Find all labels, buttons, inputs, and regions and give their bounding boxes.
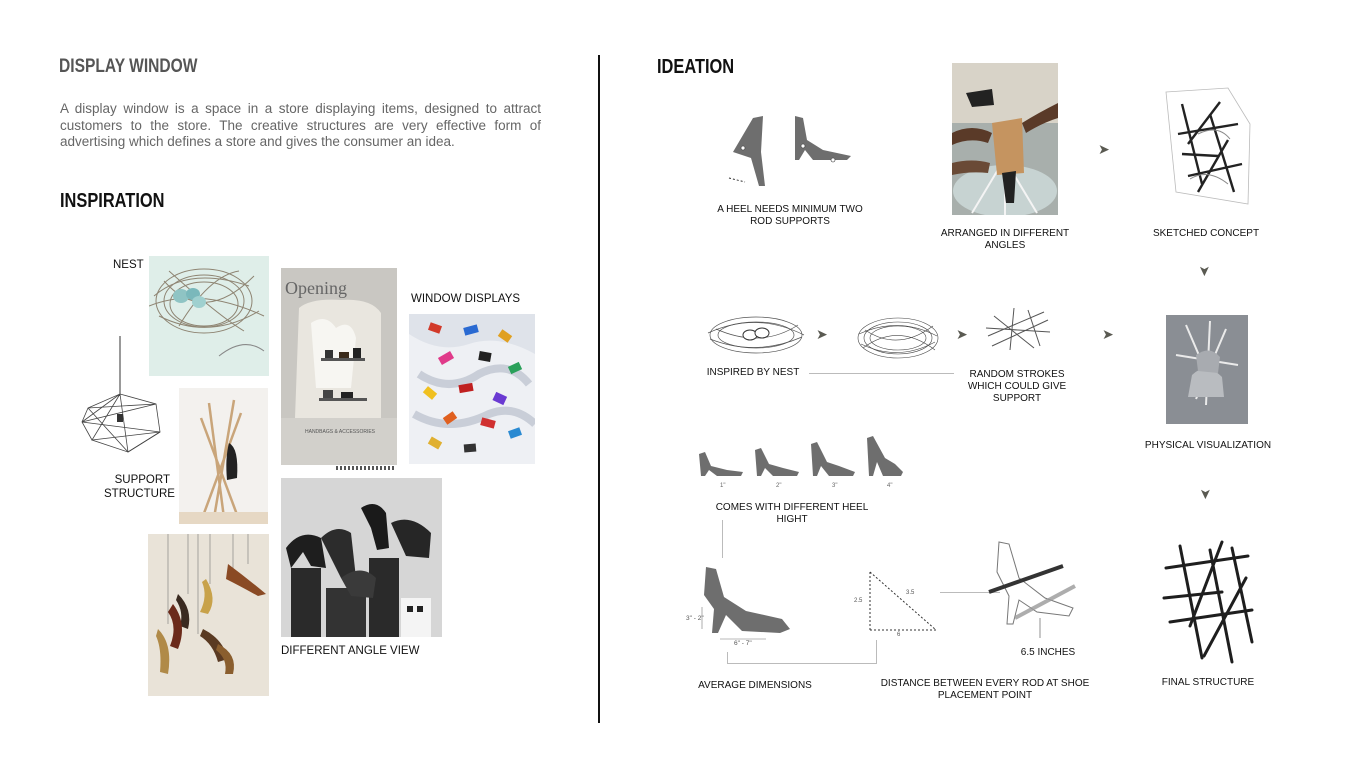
- nest-sketch-1: [706, 309, 806, 359]
- store-window-photo: [281, 268, 397, 465]
- connector-line: [727, 663, 877, 664]
- distance-caption-line2: PLACEMENT POINT: [937, 690, 1033, 701]
- arrow-right-icon: ➤: [1098, 141, 1110, 157]
- arranged-caption-line2: ANGLES: [984, 240, 1026, 251]
- inspiration-title: INSPIRATION: [60, 190, 165, 212]
- arrow-right-icon: ➤: [956, 326, 968, 342]
- heel-mark-3: 3": [832, 483, 838, 489]
- support-label-line1: SUPPORT: [114, 474, 170, 486]
- support-label-line2: STRUCTURE: [104, 488, 175, 500]
- shoe-rods-sketch: [985, 538, 1080, 638]
- coat-rack-photo: [179, 388, 268, 524]
- sketched-concept-caption: SKETCHED CONCEPT: [1152, 228, 1260, 239]
- random-strokes-sketch: [984, 306, 1054, 352]
- connector-line: [809, 373, 954, 374]
- inspired-nest-caption: INSPIRED BY NEST: [706, 367, 800, 378]
- hanging-shoes-photo: [148, 534, 269, 696]
- window-displays-label: WINDOW DISPLAYS: [411, 293, 521, 305]
- arranged-caption-line1: ARRANGED IN DIFFERENT: [940, 228, 1070, 239]
- store-caption: HANDBAGS & ACCESSORIES: [305, 429, 376, 435]
- heel-mark-1: 1": [720, 483, 726, 489]
- display-window-title: DISPLAY WINDOW: [59, 56, 198, 77]
- arrow-right-icon: ➤: [816, 326, 828, 342]
- tri-left-label: 2.5: [854, 598, 863, 604]
- arranged-caption: [925, 228, 1085, 252]
- tri-hyp-label: 3.5: [906, 590, 915, 596]
- heel-heights-caption: COMES WITH DIFFERENT HEEL HIGHT: [715, 502, 869, 525]
- dim-length: 6" - 7": [734, 640, 752, 647]
- tri-base-label: 6: [897, 632, 901, 638]
- sketched-concept-image: [1158, 84, 1254, 214]
- display-window-description: A display window is a space in a store displaying items, designed to attract customers to the store. The creative structures are very effective form of advertising which defines a store and gives the consumer an idea.: [60, 101, 541, 149]
- arrow-down-icon: ➤: [1196, 265, 1213, 277]
- connector-line: [876, 640, 877, 664]
- arranged-angles-photo: [952, 63, 1058, 215]
- heel-support-sketch: [725, 112, 855, 190]
- dim-height: 3" - 2": [686, 615, 704, 622]
- store-sign-text: Opening: [285, 278, 347, 298]
- distance-caption-line1: DISTANCE BETWEEN EVERY ROD AT SHOE: [880, 678, 1090, 689]
- random-strokes-caption-line1: RANDOM STROKES: [969, 369, 1065, 380]
- arrow-right-icon: ➤: [1102, 326, 1114, 342]
- physical-caption: PHYSICAL VISUALIZATION: [1144, 440, 1272, 451]
- random-strokes-caption-line3: SUPPORT: [992, 393, 1042, 404]
- inches-caption: 6.5 INCHES: [1020, 647, 1076, 658]
- nest-label: NEST: [113, 259, 144, 271]
- heel-mark-4: 4": [887, 483, 893, 489]
- arrow-down-icon: ➤: [1197, 488, 1214, 500]
- nest-photo: [149, 256, 269, 376]
- rod-distance-triangle: [862, 568, 942, 638]
- heel-support-caption-line1: A HEEL NEEDS MINIMUM TWO: [717, 204, 863, 215]
- heel-support-caption-line2: ROD SUPPORTS: [750, 216, 830, 227]
- different-angle-label: DIFFERENT ANGLE VIEW: [281, 645, 420, 657]
- panel-divider: [598, 55, 600, 723]
- store-floor-stripes: [336, 466, 396, 470]
- distance-caption: [880, 678, 1090, 702]
- ideation-title: IDEATION: [657, 56, 735, 78]
- nest-sketch-2: [855, 312, 941, 364]
- wire-lamp-sketch: [78, 336, 164, 460]
- support-structure-label: [104, 473, 175, 501]
- connector-line: [722, 520, 723, 558]
- average-dims-caption: AVERAGE DIMENSIONS: [698, 680, 812, 691]
- different-angle-photo: [281, 478, 442, 637]
- window-display-photo: [409, 314, 535, 464]
- final-structure-image: [1162, 538, 1256, 666]
- final-structure-caption: FINAL STRUCTURE: [1161, 677, 1255, 688]
- physical-visualization-photo: [1166, 315, 1248, 424]
- heel-heights-sketch: [697, 436, 907, 496]
- random-strokes-caption-line2: WHICH COULD GIVE: [967, 381, 1067, 392]
- heel-support-caption: [705, 204, 875, 228]
- heel-mark-2: 2": [776, 483, 782, 489]
- random-strokes-caption: [962, 369, 1072, 405]
